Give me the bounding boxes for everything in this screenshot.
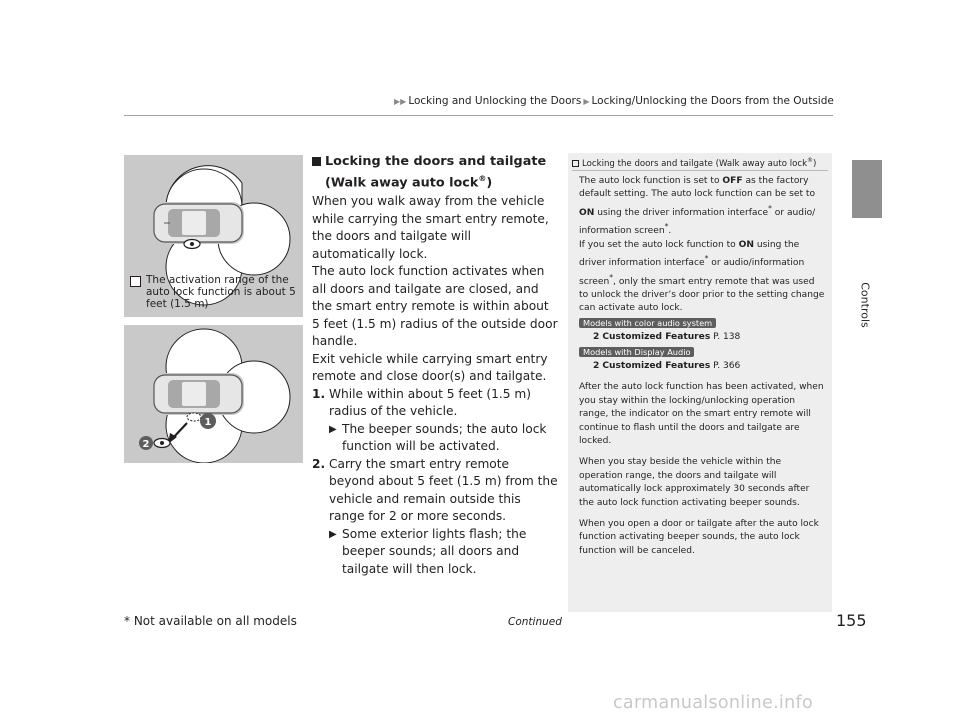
exit-instruction-paragraph: Exit vehicle while carrying smart entry remote and close door(s) and tailgate. (312, 351, 548, 384)
reference-arrow-icon: 2 (593, 361, 600, 371)
model-tag-color-audio: Models with color audio system (579, 318, 716, 329)
result-arrow-icon: ▶ (329, 528, 337, 540)
main-text-column (312, 153, 558, 578)
sidebar-body (579, 175, 825, 558)
reference-arrow-icon: 2 (593, 332, 600, 343)
customized-features-link-138[interactable]: 2 Customized Features P. 138 (593, 332, 741, 343)
caption-range-key-icon (130, 276, 141, 287)
walk-away-sequence-figure (124, 325, 303, 463)
breadcrumb (392, 95, 834, 107)
sidebar-title: Locking the doors and tailgate (Walk away auto lock®) (572, 157, 816, 169)
sidebar-note-panel (568, 153, 832, 612)
conditions-paragraph: The auto lock function activates when all doors and tailgate are closed, and the smart entry remote is within about 5 feet (1.5 m) radius of the outside door handle. (312, 264, 558, 349)
model-tag-display-audio: Models with Display Audio (579, 347, 694, 358)
step-1-result: ▶ The beeper sounds; the auto lock function will be activated. (329, 421, 547, 454)
section-tab-label: Controls (858, 282, 872, 328)
step-badge-1: 1 (204, 417, 212, 428)
result-arrow-icon: ▶ (329, 423, 337, 435)
customized-features-link-366[interactable]: 2 Customized Features P. 366 (593, 361, 741, 371)
step-1: 1. While within about 5 feet (1.5 m) radius of the vehicle. (312, 386, 532, 419)
sidebar-setting-paragraph: If you set the auto lock function to ON using the driver information interface* or audio/information screen*, only the smart entry remote that was used to unlock the driver’s door prior to the setting change can activate auto lock. (579, 239, 825, 314)
continued-label: Continued (508, 616, 562, 628)
header-rule (124, 115, 833, 116)
breadcrumb-arrow-icon: ▶ (583, 97, 590, 106)
activation-range-figure (124, 155, 303, 317)
sidebar-cancel-paragraph: When you open a door or tailgate after the auto lock function activating beeper sounds, the auto lock function will be canceled. (579, 519, 819, 556)
breadcrumb-arrow-icon: ▶▶ (394, 97, 407, 106)
sidebar-stay-beside-paragraph: When you stay beside the vehicle within the operation range, the doors and tailgate will automatically lock approximately 30 seconds after the auto lock function activating beeper sounds. (579, 457, 810, 508)
footnote: * Not available on all models (124, 614, 297, 628)
section-heading: Locking the doors and tailgate (Walk away auto lock®) (312, 153, 558, 191)
intro-paragraph: When you walk away from the vehicle while carrying the smart entry remote, the doors and tailgate will automatically lock. (312, 194, 549, 261)
walk-away-diagram (124, 325, 303, 463)
step-badge-2: 2 (142, 439, 150, 450)
step-2-result: ▶ Some exterior lights flash; the beeper sounds; all doors and tailgate will then lock. (329, 526, 527, 576)
section-tab-marker (852, 160, 882, 218)
figure-caption: The activation range of the auto lock function is about 5 feet (1.5 m) (146, 274, 296, 310)
step-2: 2. Carry the smart entry remote beyond about 5 feet (1.5 m) from the vehicle and remain outside this range for 2 or more seconds. (312, 456, 558, 524)
heading-square-icon (312, 157, 321, 166)
note-icon (572, 160, 579, 167)
breadcrumb-item-outside: Locking/Unlocking the Doors from the Outside (591, 95, 834, 107)
page-number: 155 (836, 611, 867, 630)
sidebar-default-setting-paragraph: The auto lock function is set to OFF as the factory default setting. The auto lock function can be set to ON using the driver information interface* or audio/ information screen*. (579, 176, 816, 237)
watermark: carmanualsonline.info (613, 693, 813, 713)
sidebar-indicator-paragraph: After the auto lock function has been activated, when you stay within the locking/unlocking operation range, the indicator on the smart entry remote will continue to flash until the doors and tailgate are locked. (579, 382, 824, 447)
breadcrumb-item-locking: Locking and Unlocking the Doors (408, 95, 582, 107)
sidebar-rule (572, 170, 828, 171)
